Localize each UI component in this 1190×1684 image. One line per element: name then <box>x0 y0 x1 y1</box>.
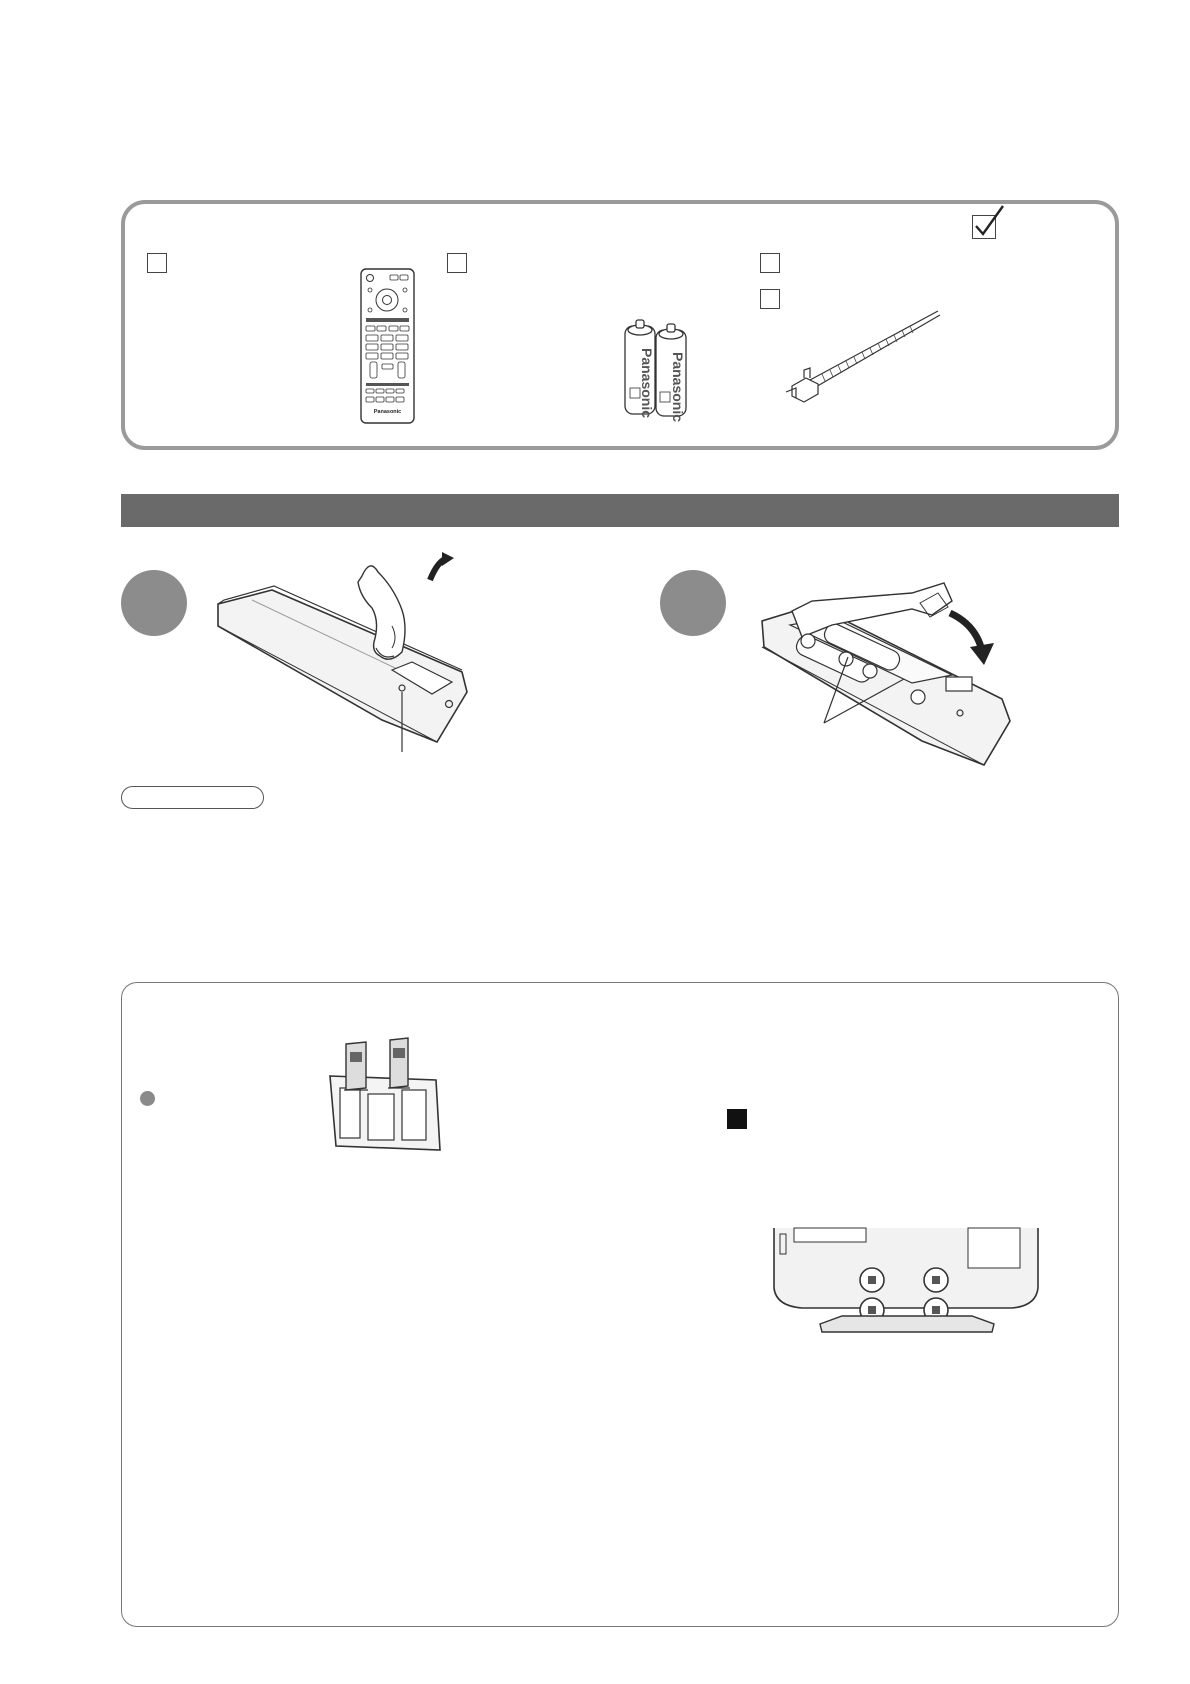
remote-brand-text: Panasonic <box>373 409 402 415</box>
remote-control-icon <box>360 268 415 424</box>
note-label-pill <box>121 786 264 809</box>
checkmark-icon <box>972 202 1008 242</box>
bullet-icon <box>140 1091 155 1106</box>
battery-icon <box>622 318 690 423</box>
item-3-checkbox <box>760 253 780 273</box>
battery-brand-text-1: Panasonic <box>639 348 655 419</box>
batteries-checkbox <box>447 253 467 273</box>
cable-tie-icon <box>782 308 942 404</box>
battery-brand-text-2: Panasonic <box>670 352 686 423</box>
cable-tie-checkbox <box>760 289 780 309</box>
step-1-circle <box>121 570 187 636</box>
remote-close-cover-illustration <box>762 575 1022 775</box>
remote-open-cover-illustration <box>212 552 512 752</box>
square-marker-icon <box>727 1109 747 1129</box>
pedestal-bracket-illustration <box>326 1036 442 1156</box>
accessories-panel <box>121 200 1119 450</box>
step-2-circle <box>660 570 726 636</box>
tv-rear-pedestal-illustration <box>772 1228 1040 1336</box>
section-header-bar <box>121 494 1119 527</box>
remote-checkbox <box>147 253 167 273</box>
